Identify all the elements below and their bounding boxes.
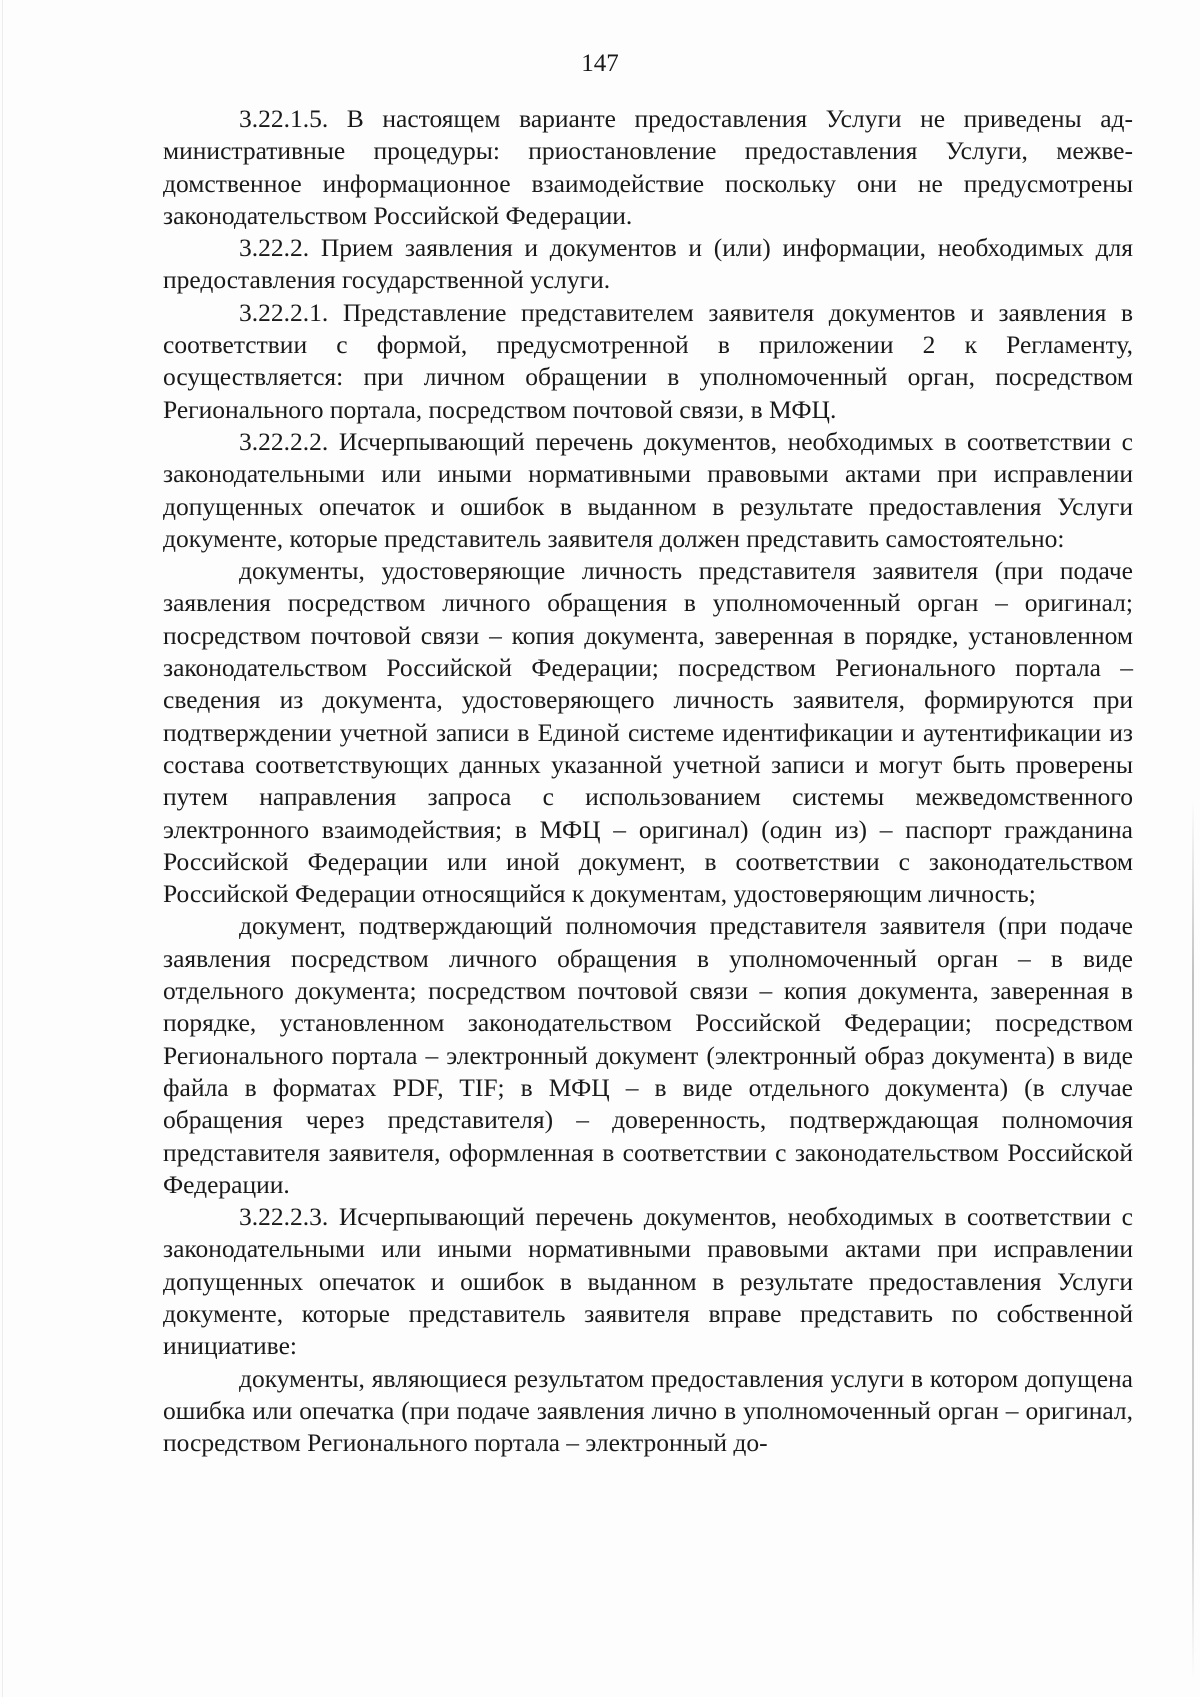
paragraph-3-22-2-3: 3.22.2.3. Исчерпывающий перечень документов, необходимых в соответствии с законодательными или иными нормативными правовыми актами при исправлении допущенных опечаток и ошибок в выданном в результате предоставления Услуги документе, которые представитель заявителя вправе представить по собственной инициативе: (163, 1202, 1133, 1361)
paragraph-3-22-2-2: 3.22.2.2. Исчерпывающий перечень документов, необходимых в соответствии с законодательными или иными нормативными правовыми актами при исправлении допущенных опечаток и ошибок в выданном в результате предоставления Услуги документе, которые представитель заявителя должен представить самостоятельно: (163, 426, 1133, 553)
paragraph-result-documents: документы, являющиеся результатом предоставления услуги в котором допущена ошибка или опечатка (при подаче заявления лично в уполномоченный орган – оригинал, посредством Регионального портала – электронный до- (163, 1363, 1133, 1458)
paragraph-3-22-1-5: 3.22.1.5. В настоящем варианте предоставления Услуги не приведены административные процедуры: приостановление предоставления Услуги, межведомственное информационное взаимодействие поскольку они не предусмотрены законодательством Российской Федерации. (163, 104, 1133, 230)
document-body (163, 103, 1133, 1459)
paragraph-identity-documents: документы, удостоверяющие личность представителя заявителя (при подаче заявления посредством личного обращения в уполномоченный орган – оригинал; посредством почтовой связи – копия документа, заверенная в порядке, установленном законодательством Российской Федерации; посредством Регионального портала – сведения из документа, удостоверяющего личность заявителя, формируются при подтверждении учетной записи в Единой системе идентификации и аутентификации из состава соответствующих данных указанной учетной записи и могут быть проверены путем направления запроса с использованием системы межведомственного электронного взаимодействия; в МФЦ – оригинал) (один из) – паспорт гражданина Российской Федерации или иной документ, в соответствии с законодательством Российской Федерации относящийся к документам, удостоверяющим личность; (163, 556, 1133, 909)
paragraph-3-22-2-1: 3.22.2.1. Представление представителем заявителя документов и заявления в соответствии с формой, предусмотренной в приложении 2 к Регламенту, осуществляется: при личном обращении в уполномоченный орган, посредством Регионального портала, посредством почтовой связи, в МФЦ. (163, 297, 1133, 424)
paragraph-3-22-2: 3.22.2. Прием заявления и документов и (или) информации, необходимых для предоставления государственной услуги. (163, 233, 1133, 295)
scan-edge-left (2, 0, 3, 1697)
page-number: 147 (581, 50, 619, 77)
paragraph-authority-document: документ, подтверждающий полномочия представителя заявителя (при подаче заявления посредством личного обращения в уполномоченный орган – в виде отдельного документа; посредством почтовой связи – копия документа, заверенная в порядке, установленном законодательством Российской Федерации; посредством Регионального портала – электронный документ (электронный образ документа) в виде файла в форматах PDF, TIF; в МФЦ – в виде отдельного документа) (в случае обращения через представителя) – доверенность, подтверждающая полномочия представителя заявителя, оформленная в соответствии с законодательством Российской Федерации. (163, 911, 1133, 1199)
scan-edge-right (1192, 800, 1194, 1680)
